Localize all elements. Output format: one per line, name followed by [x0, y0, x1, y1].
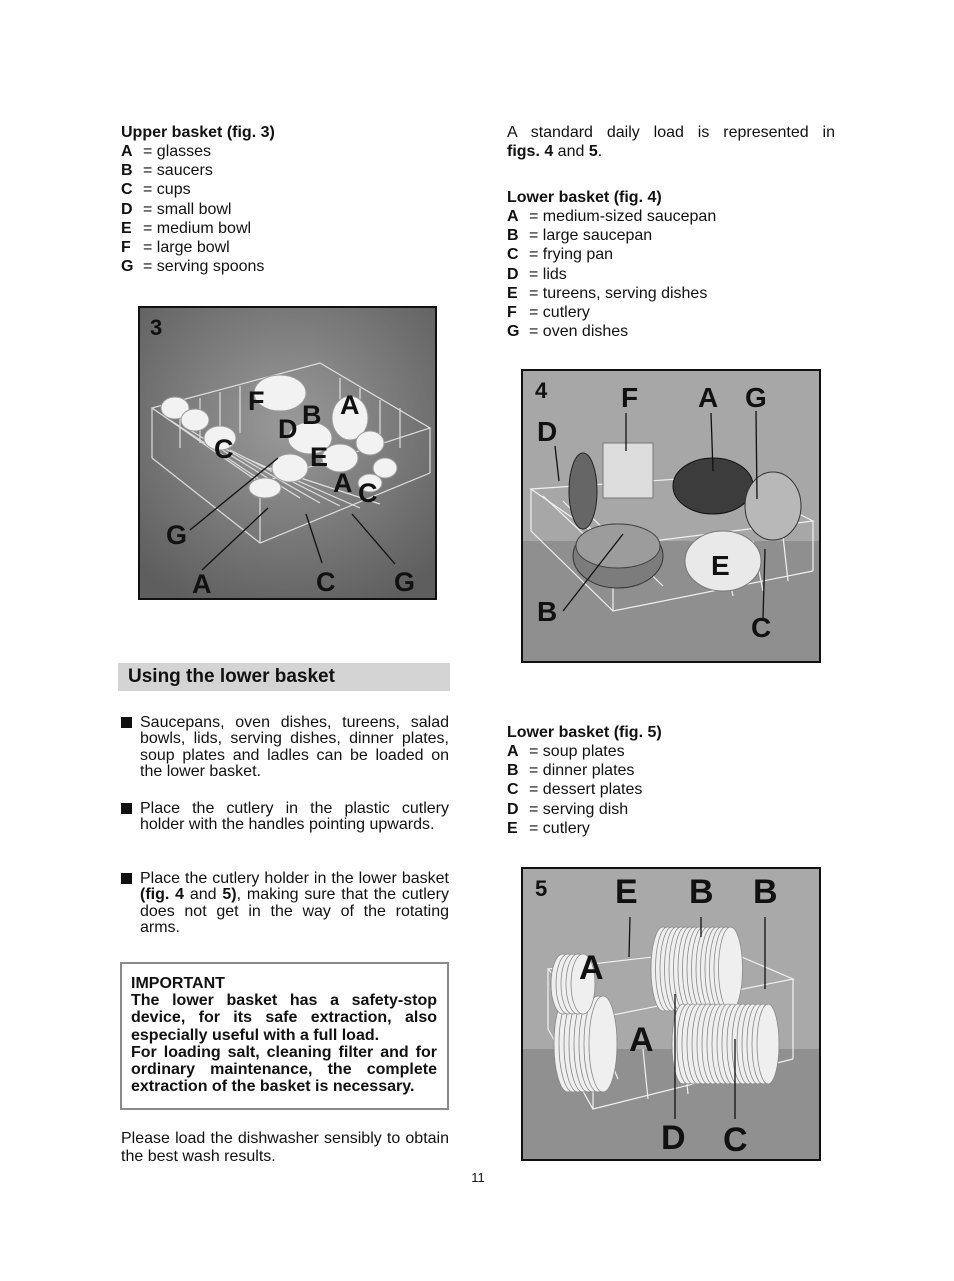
- figure-callout-label: E: [310, 442, 329, 472]
- figure-callout-label: B: [689, 873, 714, 911]
- list-item: [507, 207, 837, 226]
- list-item-key: E: [507, 284, 518, 302]
- list-item-key: B: [507, 227, 519, 245]
- figure-callout-label: A: [629, 1021, 654, 1059]
- list-item-key: A: [121, 143, 133, 160]
- list-item: [507, 742, 837, 761]
- list-item: [121, 142, 451, 161]
- figure-callout-label: C: [214, 434, 234, 464]
- upper-basket-list: [121, 123, 451, 276]
- figure-callout-label: F: [621, 382, 639, 413]
- list-item-text: = oven dishes: [529, 323, 629, 341]
- list-item-text: = medium bowl: [143, 219, 252, 237]
- bullet-3-pre: Place the cutlery holder in the lower basket: [140, 870, 449, 887]
- figure-callout-label: A: [340, 390, 360, 420]
- list-item-text: = frying pan: [529, 246, 614, 264]
- figure-callout-label: G: [166, 520, 188, 550]
- list-item: [507, 819, 837, 838]
- lower-basket-5-list: [507, 723, 837, 838]
- figure-3-upper-basket-photo: [138, 306, 437, 600]
- bullet-item-3: [121, 871, 449, 937]
- figure-callout-label: A: [579, 949, 604, 987]
- list-item-text: = large saucepan: [529, 227, 653, 245]
- figure-callout-label: C: [358, 478, 378, 508]
- figure-callout-label: E: [711, 550, 730, 581]
- bullet-3-mid: and: [184, 886, 223, 904]
- lower-basket-4-list: [507, 188, 837, 341]
- lower-basket-5-items: [507, 742, 837, 838]
- list-item: [121, 200, 451, 219]
- list-item-text: = large bowl: [143, 238, 230, 256]
- list-item: [121, 180, 451, 199]
- figure-callout-label: C: [751, 612, 772, 643]
- important-body-1: The lower basket has a safety-stop device, for its safe extraction, also especially useful with a full load.: [131, 992, 437, 1044]
- list-item: [507, 245, 837, 264]
- bullet-text-3: [140, 871, 449, 937]
- figure-callout-label: A: [192, 569, 212, 598]
- list-item-text: = soup plates: [529, 743, 625, 760]
- important-notice-box: [120, 962, 449, 1110]
- bullet-text-2: Place the cutlery in the plastic cutlery holder with the handles pointing upwards.: [140, 800, 449, 834]
- list-item-text: = serving dish: [529, 800, 629, 818]
- list-item-text: = serving spoons: [143, 258, 265, 276]
- list-item-key: E: [121, 219, 132, 237]
- figure-number: 4: [535, 378, 548, 403]
- figure-callout-label: B: [753, 873, 778, 911]
- bullet-3-post: , making sure that the cutlery does not get in the way of the rotating arms.: [140, 886, 449, 937]
- list-item: [121, 238, 451, 257]
- list-item-text: = cutlery: [529, 819, 590, 837]
- list-item-key: F: [121, 238, 131, 256]
- list-item-key: A: [507, 743, 519, 760]
- figure-4-lower-basket-photo: [521, 369, 821, 663]
- intro-figs-bold: figs. 4: [507, 143, 554, 160]
- list-item-text: = tureens, serving dishes: [529, 284, 708, 302]
- bullet-3-bold1: (fig. 4: [140, 886, 185, 904]
- figure-callout-label: D: [278, 414, 298, 444]
- intro-line2: [507, 142, 835, 161]
- list-item: [507, 284, 837, 303]
- figure-number: 5: [535, 876, 548, 901]
- figure-callout-label: D: [537, 416, 558, 447]
- list-item-text: = medium-sized saucepan: [529, 208, 717, 225]
- list-item: [507, 303, 837, 322]
- list-item-key: C: [507, 246, 519, 264]
- list-item: [507, 800, 837, 819]
- list-item-text: = dinner plates: [529, 762, 635, 780]
- plate-shape: [757, 1004, 779, 1084]
- list-item-key: D: [507, 800, 519, 818]
- list-item-text: = glasses: [143, 143, 212, 160]
- list-item: [507, 226, 837, 245]
- upper-basket-heading: Upper basket (fig. 3): [121, 124, 275, 141]
- intro-text: [507, 123, 835, 161]
- list-item-key: F: [507, 303, 517, 321]
- figure-callout-label: C: [723, 1121, 748, 1159]
- list-item: [507, 761, 837, 780]
- lower-basket-5-heading: Lower basket (fig. 5): [507, 724, 662, 741]
- list-item-text: = lids: [529, 265, 567, 283]
- page-number: 11: [471, 1170, 485, 1185]
- figure-callout-label: F: [248, 386, 265, 416]
- bullet-item-2: [121, 801, 449, 834]
- list-item-key: E: [507, 819, 518, 837]
- figure-number: 3: [150, 315, 163, 340]
- figure-5-lower-basket-photo: [521, 867, 821, 1161]
- plate-shape: [589, 996, 617, 1092]
- intro-five-bold: 5: [588, 143, 598, 160]
- figure-callout-label: E: [615, 873, 638, 911]
- list-item-key: G: [507, 323, 520, 341]
- lower-basket-4-heading: Lower basket (fig. 4): [507, 189, 662, 206]
- intro-period: .: [597, 143, 603, 160]
- figure-callout-label: A: [698, 382, 719, 413]
- list-item-key: B: [507, 762, 519, 780]
- bullet-square-icon: [121, 873, 132, 884]
- upper-basket-items: [121, 142, 451, 276]
- list-item: [507, 322, 837, 341]
- figure-callout-label: B: [537, 596, 558, 627]
- closing-text: Please load the dishwasher sensibly to obtain the best wash results.: [121, 1130, 449, 1165]
- list-item: [507, 780, 837, 799]
- list-item-text: = cups: [143, 181, 191, 199]
- important-body-2: For loading salt, cleaning filter and for ordinary maintenance, the complete extraction of the basket is necessary.: [131, 1043, 437, 1096]
- list-item-key: C: [121, 181, 133, 199]
- list-item: [121, 161, 451, 180]
- section-title-using-lower-basket: Using the lower basket: [118, 663, 450, 691]
- list-item-text: = dessert plates: [529, 781, 643, 799]
- list-item: [121, 257, 451, 276]
- figure-callout-label: D: [661, 1119, 686, 1157]
- list-item-text: = small bowl: [143, 200, 232, 218]
- list-item: [121, 219, 451, 238]
- figure-callout-label: B: [302, 400, 322, 430]
- bullet-square-icon: [121, 803, 132, 814]
- intro-line1: A standard daily load is represented in: [507, 124, 835, 141]
- list-item-key: G: [121, 258, 134, 276]
- bullet-square-icon: [121, 717, 132, 728]
- bullet-3-bold2: 5): [222, 886, 237, 904]
- list-item-key: D: [121, 200, 133, 218]
- figure-callout-label: G: [745, 382, 767, 413]
- intro-and: and: [553, 143, 589, 160]
- figure-callout-label: G: [394, 567, 416, 597]
- list-item-key: B: [121, 162, 133, 180]
- list-item-key: C: [507, 781, 519, 799]
- list-item-text: = cutlery: [529, 303, 590, 321]
- list-item-text: = saucers: [143, 162, 213, 180]
- list-item-key: A: [507, 208, 519, 225]
- figure-callout-label: A: [333, 468, 353, 498]
- list-item-key: D: [507, 265, 519, 283]
- figure-callout-label: C: [316, 567, 336, 597]
- lower-basket-4-items: [507, 207, 837, 341]
- important-title: IMPORTANT: [131, 975, 225, 992]
- bullet-item-1: [121, 715, 449, 781]
- list-item: [507, 265, 837, 284]
- bullet-text-1: Saucepans, oven dishes, tureens, salad bowls, lids, serving dishes, dinner plates, soup plates and ladles can be loaded on the lower basket.: [140, 714, 449, 781]
- plate-shape: [719, 927, 743, 1011]
